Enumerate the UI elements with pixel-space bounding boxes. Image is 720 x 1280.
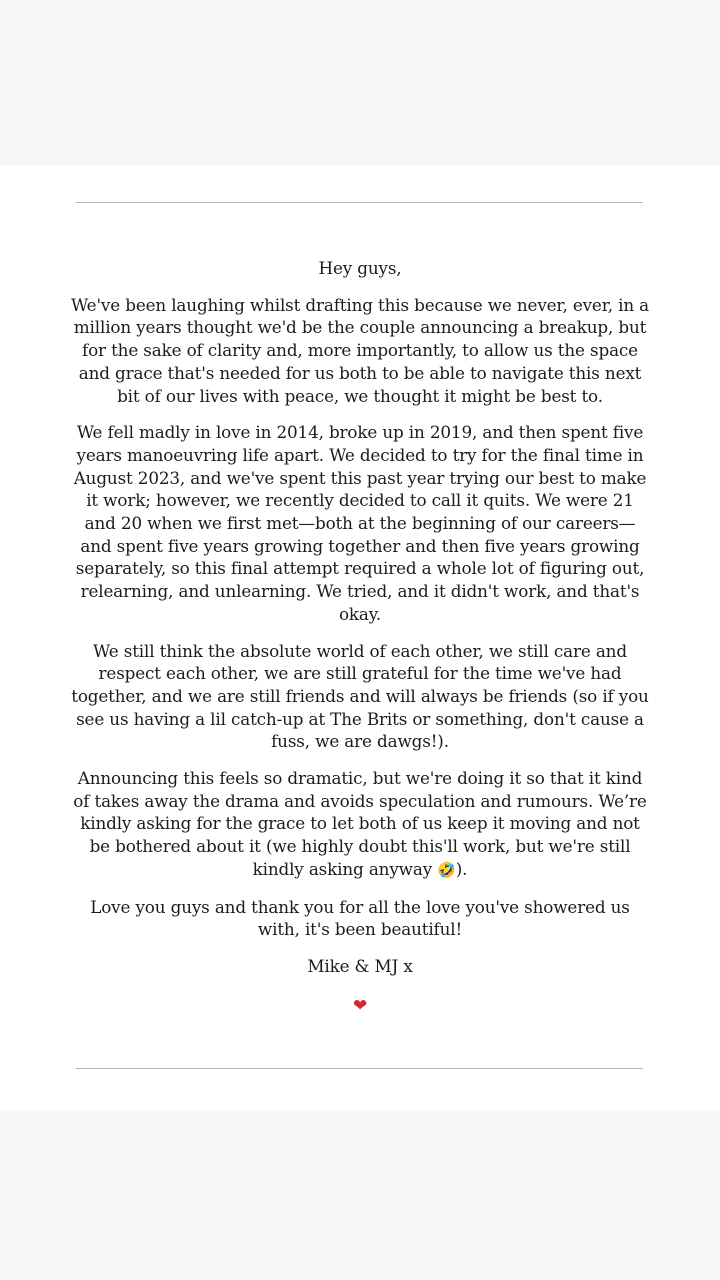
- signature: Mike & MJ x: [307, 955, 413, 976]
- bottom-divider: [76, 1068, 643, 1069]
- paragraph-2: We fell madly in love in 2014, broke up in 2019, and then spent five years manoeuvring life apart. We decided to try for the final time in August 2023, and we've spent this past year trying our best to make it work; however, we recently decided to call it quits. We were 21 and 20 when we first met—both at the beginning of our careers—and spent five years growing together and then five years growing separately, so this final attempt required a whole lot of figuring out, relearning, and unlearning. We tried, and it didn't work, and that's okay.: [73, 422, 647, 624]
- paragraph-5: Love you guys and thank you for all the love you've showered us with, it's been beautiful!: [90, 896, 630, 940]
- paragraph-4: [70, 767, 650, 882]
- paragraph-1: We've been laughing whilst drafting this because we never, ever, in a million years thought we'd be the couple announcing a breakup, but for the sake of clarity and, more importantly, to allow us the space and grace that's needed for us both to be able to navigate this next bit of our lives with peace, we thought it might be best to.: [70, 294, 650, 406]
- greeting: Hey guys,: [318, 258, 402, 278]
- paragraph-4-text: Announcing this feels so dramatic, but we're doing it so that it kind of takes away the drama and avoids speculation and rumours. We’re kindly asking for the grace to let both of us keep it moving and not be bothered about it (we highly doubt this'll work, but we're still kindly asking anyway: [73, 768, 647, 879]
- laughing-face-icon: 🤣: [437, 860, 456, 879]
- top-divider: [76, 202, 643, 203]
- heart-line: [70, 994, 650, 1017]
- statement-card: [0, 165, 720, 1110]
- paragraph-3: We still think the absolute world of each other, we still care and respect each other, we are still grateful for the time we've had together, and we are still friends and will always be friends (so if you see us having a lil catch-up at The Brits or something, don't cause a fuss, we are dawgs!).: [71, 640, 649, 752]
- statement-text: [70, 257, 650, 1031]
- paragraph-4-end: ).: [455, 858, 468, 879]
- red-heart-icon: ❤: [352, 995, 368, 1016]
